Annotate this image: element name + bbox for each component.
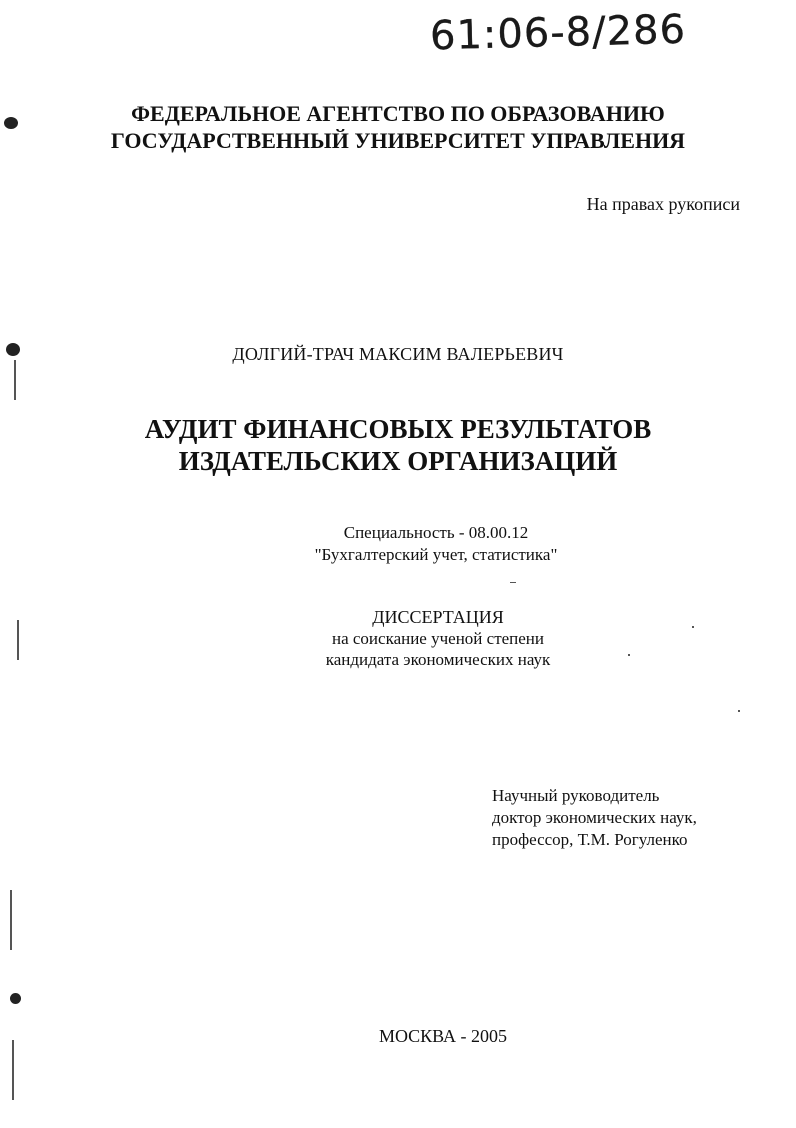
scan-speck [628, 654, 630, 656]
supervisor-role: Научный руководитель [492, 786, 660, 805]
dissertation-heading: ДИССЕРТАЦИЯ [372, 607, 504, 627]
author-name: ДОЛГИЙ-ТРАЧ МАКСИМ ВАЛЕРЬЕВИЧ [232, 344, 564, 364]
degree-block [0, 607, 796, 670]
handwritten-archive-code: 61:06-8/286 [429, 6, 687, 60]
binding-hole-mark [6, 343, 20, 356]
supervisor-name: профессор, Т.М. Рогуленко [492, 830, 688, 849]
degree-line-2: кандидата экономических наук [325, 650, 551, 669]
scan-speck [738, 710, 740, 712]
binding-hole-mark [10, 993, 21, 1004]
title-line-2: ИЗДАТЕЛЬСКИХ ОРГАНИЗАЦИЙ [178, 446, 618, 476]
scan-speck [10, 890, 12, 950]
supervisor-degree: доктор экономических наук, [492, 808, 697, 827]
scan-speck [12, 1040, 14, 1100]
university-name: ГОСУДАРСТВЕННЫЙ УНИВЕРСИТЕТ УПРАВЛЕНИЯ [110, 128, 686, 153]
scan-speck [692, 626, 694, 628]
scan-speck [17, 620, 19, 660]
scan-speck [510, 582, 516, 583]
dissertation-title [0, 413, 796, 477]
scan-speck [14, 360, 16, 400]
rights-note: На правах рукописи [586, 194, 740, 214]
agency-name: ФЕДЕРАЛЬНОЕ АГЕНТСТВО ПО ОБРАЗОВАНИЮ [131, 101, 665, 126]
specialty-block [0, 522, 796, 566]
supervisor-block [492, 785, 697, 851]
specialty-code: Специальность - 08.00.12 [343, 523, 529, 542]
city-year: МОСКВА - 2005 [378, 1026, 508, 1046]
specialty-name: "Бухгалтерский учет, статистика" [314, 545, 558, 564]
degree-line-1: на соискание ученой степени [331, 629, 545, 648]
institution-header [0, 100, 796, 154]
binding-hole-mark [4, 117, 18, 129]
title-line-1: АУДИТ ФИНАНСОВЫХ РЕЗУЛЬТАТОВ [144, 414, 652, 444]
